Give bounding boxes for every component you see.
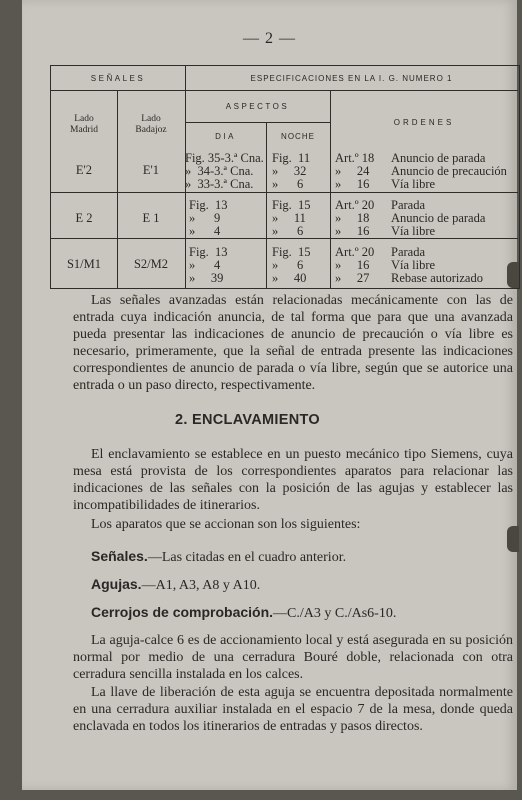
- item-cerrojos: [73, 604, 513, 622]
- row3-badajoz: S2/M2: [133, 257, 169, 271]
- senales-label: Señales.: [91, 548, 148, 564]
- row1-noche: Fig. 11 » 32 » 6: [272, 151, 311, 191]
- item-senales: [73, 548, 513, 566]
- row3-madrid: S1/M1: [66, 257, 102, 271]
- paragraph-llave: La llave de liberación de esta aguja se encuentra depositada normalmente en una cerradura auxiliar instalada en el espacio 7 de la mesa, donde queda enclavada en todos los itinerarios de entradas y pasos directos.: [73, 685, 513, 734]
- row3-articulo: Art.º 20 » 16 » 27: [335, 245, 375, 285]
- header-senales: SEÑALES: [90, 74, 146, 83]
- row1-articulo: Art.º 18 » 24 » 16: [335, 151, 375, 191]
- row3-ordenes: Parada Vía libre Rebase autorizado: [391, 245, 483, 285]
- paragraph-enclavamiento: El enclavamiento se establece en un puesto mecánico tipo Siemens, cuya mesa está provista de los correspondientes aparatos para relacionar las indicaciones de las señales con la posición de las agujas y establecer las incompatibilidades de itinerarios.: [73, 447, 513, 513]
- row2-noche: Fig. 15 » 11 » 6: [272, 198, 311, 238]
- row1-madrid: E'2: [75, 163, 93, 177]
- cerrojos-text: —C./A3 y C./As6-10.: [273, 606, 397, 621]
- signals-table: [50, 65, 520, 289]
- row1-ordenes: Anuncio de parada Anuncio de precaución Vía libre: [391, 151, 507, 191]
- senales-text: —Las citadas en el cuadro anterior.: [147, 550, 347, 565]
- section-heading: 2. ENCLAVAMIENTO: [175, 412, 320, 428]
- page-number: — 2 —: [243, 30, 296, 47]
- row2-articulo: Art.º 20 » 18 » 16: [335, 198, 375, 238]
- header-noche: NOCHE: [281, 132, 315, 141]
- paragraph-aguja-calce: La aguja-calce 6 es de accionamiento local y está asegurada en su posición normal por medio de una cerradura Bouré doble, relacionada con otra cerradura sencilla instalada en los calces.: [73, 633, 513, 682]
- header-dia: DIA: [215, 132, 236, 141]
- header-ordenes: ORDENES: [393, 118, 455, 127]
- row2-badajoz: E 1: [142, 211, 160, 225]
- cerrojos-label: Cerrojos de comprobación.: [91, 604, 274, 620]
- row2-madrid: E 2: [75, 211, 93, 225]
- row1-dia: Fig. 35-3.ª Cna. » 34-3.ª Cna. » 33-3.ª Cna.: [185, 151, 264, 191]
- paragraph-senales-avanzadas: Las señales avanzadas están relacionadas mecánicamente con las de entrada cuya indicación anuncia, de tal forma que para que una avanzada pueda presentar las indicaciones de anuncio de precaución o vía libre es necesario, primeramente, que la señal de entrada presente las indicaciones correspondientes de anuncio de parada o vía libre, según que se autorice una entrada o un paso directo, respectivamente.: [73, 293, 513, 393]
- row3-noche: Fig. 15 » 6 » 40: [272, 245, 311, 285]
- agujas-label: Agujas.: [91, 576, 142, 592]
- agujas-text: —A1, A3, A8 y A10.: [141, 578, 261, 593]
- row1-badajoz: E'1: [142, 163, 160, 177]
- paragraph-aparatos: Los aparatos que se accionan son los siguientes:: [91, 517, 361, 532]
- header-lado-badajoz: Lado Badajoz: [135, 114, 167, 135]
- row3-dia: Fig. 13 » 4 » 39: [189, 245, 228, 285]
- item-agujas: [73, 576, 513, 594]
- header-lado-madrid: Lado Madrid: [70, 114, 98, 135]
- header-aspectos: ASPECTOS: [225, 102, 290, 111]
- row2-dia: Fig. 13 » 9 » 4: [189, 198, 228, 238]
- row2-ordenes: Parada Anuncio de parada Vía libre: [391, 198, 486, 238]
- header-specifications: ESPECIFICACIONES EN LA I. G. NUMERO 1: [250, 74, 453, 83]
